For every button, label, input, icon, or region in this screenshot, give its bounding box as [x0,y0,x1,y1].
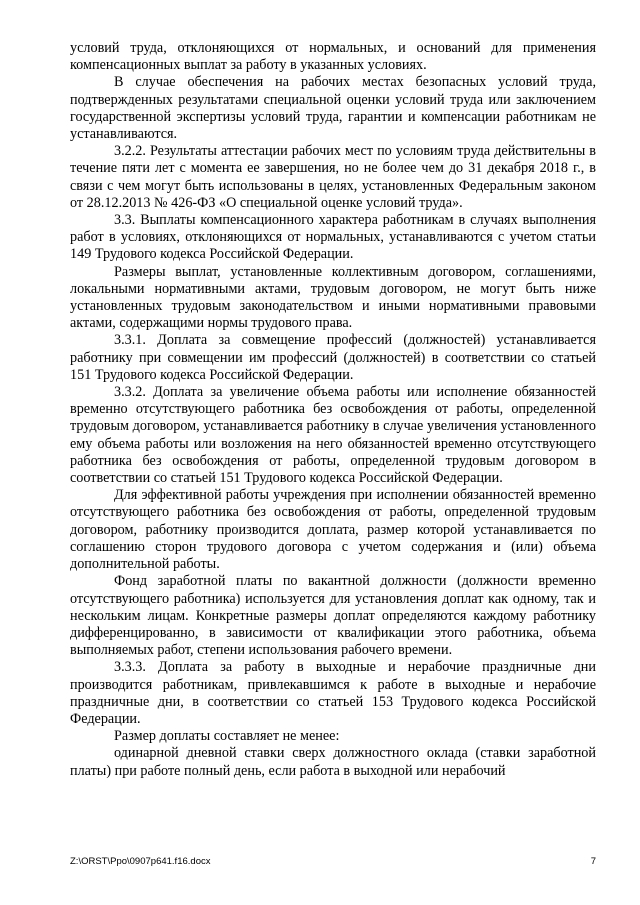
page-footer [70,856,596,870]
paragraph-3-3: 3.3. Выплаты компенсационного характера работникам в случаях выполнения работ в условиях, отклоняющихся от нормальных, устанавливаются с учетом статьи 149 Трудового кодекса Российской Федерации. [70,212,596,263]
file-path: Z:\ORST\Ppo\0907p641.f16.docx [70,856,211,867]
paragraph-3-3-3: 3.3.3. Доплата за работу в выходные и нерабочие праздничные дни производится работникам, привлекавшимся к работе в выходные и нерабочие праздничные дни, в соответствии со статьей 153 Трудового кодекса Российской Федерации. [70,659,596,727]
paragraph-2: В случае обеспечения на рабочих местах безопасных условий труда, подтвержденных результатами специальной оценки условий труда или заключением государственной экспертизы условий труда, гарантии и компенсации работникам не устанавливаются. [70,74,596,143]
paragraph-wage-fund: Фонд заработной платы по вакантной должности (должности временно отсутствующего работника) используется для установления доплат как одному, так и нескольким лицам. Конкретные размеры доплат определяются каждому работнику дифференцированно, в зависимости от квалификации этого работника, объема выполняемых работ, степени использования рабочего времени. [70,573,596,659]
paragraph-payment-sizes: Размеры выплат, установленные коллективным договором, соглашениями, локальными нормативными актами, трудовым договором, не могут быть ниже установленных трудовым законодательством и иными нормативными правовыми актами, содержащими нормы трудового права. [70,263,596,332]
paragraph-effective-work: Для эффективной работы учреждения при исполнении обязанностей временно отсутствующего работника без освобождения от работы, определенной трудовым договором, работнику производится доплата, размер которой устанавливается по соглашению сторон трудового договора с учетом содержания и (или) объема дополнительной работы. [70,487,596,573]
paragraph-1: условий труда, отклоняющихся от нормальных, и оснований для применения компенсационных выплат за работу в указанных условиях. [70,40,596,74]
paragraph-single-day-rate: одинарной дневной ставки сверх должностного оклада (ставки заработной платы) при работе полный день, если работа в выходной или нерабочий [70,745,596,779]
document-page [70,40,596,780]
page-number: 7 [590,856,596,867]
paragraph-min-amount: Размер доплаты составляет не менее: [114,728,340,745]
paragraph-3-3-2: 3.3.2. Доплата за увеличение объема работы или исполнение обязанностей временно отсутствующего работника без освобождения от работы, определенной трудовым договором, устанавливается работнику в случае увеличения установленного ему объема работы или возложения на него обязанностей временно отсутствующего работника без освобождения от работы, определенной трудовым договором в соответствии со статьей 151 Трудового кодекса Российской Федерации. [70,384,596,487]
paragraph-3-3-1: 3.3.1. Доплата за совмещение профессий (должностей) устанавливается работнику при совмещении им профессий (должностей) в соответствии со статьей 151 Трудового кодекса Российской Федерации. [70,332,596,383]
paragraph-3-2-2: 3.2.2. Результаты аттестации рабочих мест по условиям труда действительны в течение пяти лет с момента ее завершения, но не более чем до 31 декабря 2018 г., в связи с чем могут быть использованы в целях, установленных Федеральным законом от 28.12.2013 № 426-ФЗ «О специальной оценке условий труда». [70,143,596,211]
